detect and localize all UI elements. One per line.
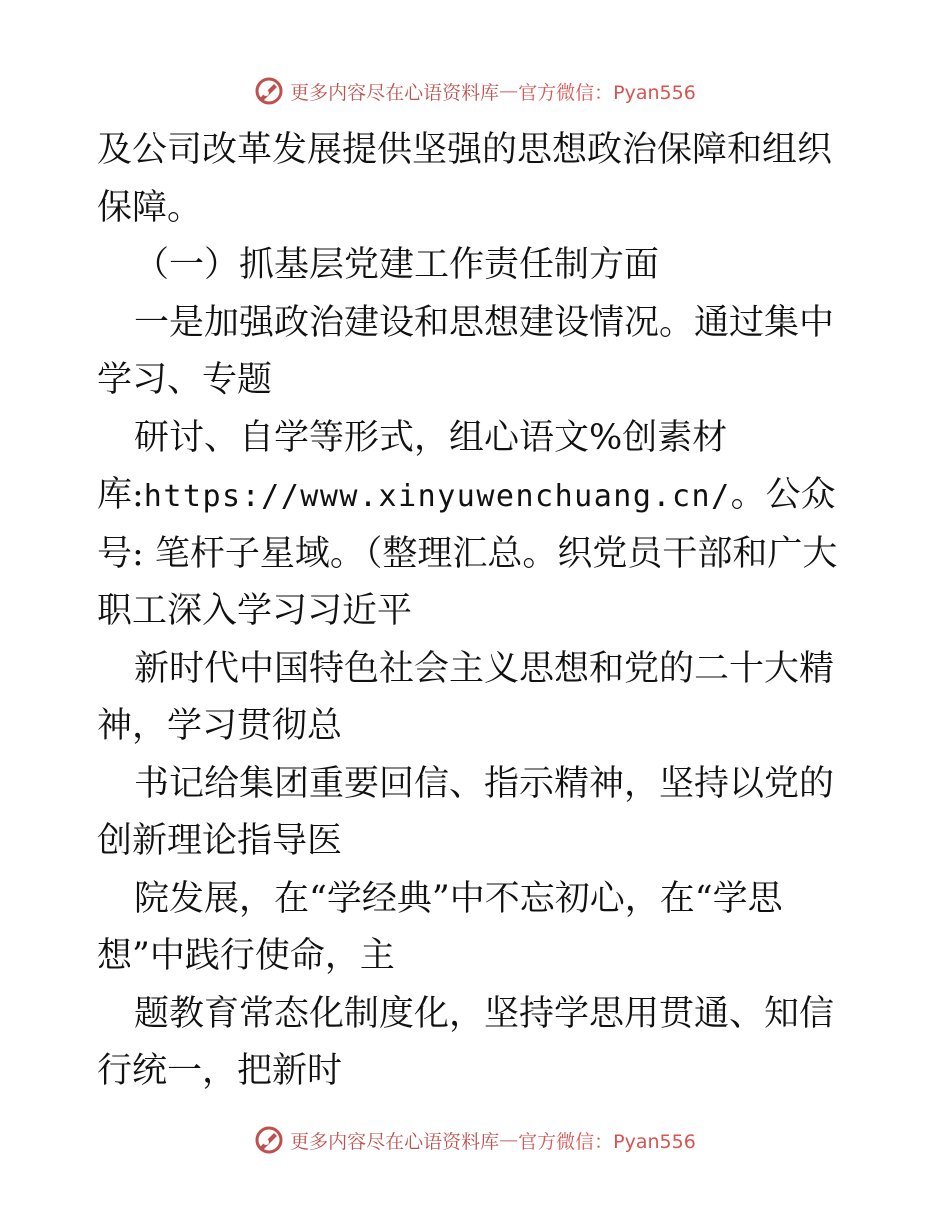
pen-logo-icon	[254, 1125, 284, 1155]
header-banner	[0, 71, 950, 111]
footer-banner	[0, 1120, 950, 1160]
paragraph-text: 。公众号: 笔杆子星域。（整理汇总。织党员干部和广大职工深入学习习近平	[97, 475, 838, 631]
website-url: https://www.xinyuwenchuang.cn/	[143, 479, 731, 514]
header-separator: —	[499, 80, 519, 102]
paragraph: 题教育常态化制度化，坚持学思用贯通、知信行统一，把新时	[97, 993, 835, 1091]
section-heading: （一）抓基层党建工作责任制方面	[134, 245, 660, 285]
header-wechat: 官方微信：Pyan556	[518, 81, 696, 104]
document-body	[97, 122, 857, 1101]
paragraph: 新时代中国特色社会主义思想和党的二十大精神，学习贯彻总	[97, 648, 835, 746]
paragraph: 一是加强政治建设和思想建设情况。通过集中学习、专题	[97, 302, 835, 400]
footer-wechat: 官方微信：Pyan556	[518, 1130, 696, 1153]
paragraph-text: 研讨、自学等形式，组心语文%创素材库:	[97, 417, 728, 515]
footer-text: 更多内容尽在心语资料库	[290, 1130, 500, 1153]
paragraph: 院发展，在“学经典”中不忘初心，在“学思想”中践行使命，主	[97, 878, 783, 976]
footer-separator: —	[499, 1129, 519, 1151]
pen-logo-icon	[254, 76, 284, 106]
paragraph: 及公司改革发展提供坚强的思想政治保障和组织保障。	[97, 130, 833, 228]
header-text: 更多内容尽在心语资料库	[290, 81, 500, 104]
paragraph: 书记给集团重要回信、指示精神，坚持以党的创新理论指导医	[97, 763, 835, 861]
paragraph	[97, 410, 857, 641]
